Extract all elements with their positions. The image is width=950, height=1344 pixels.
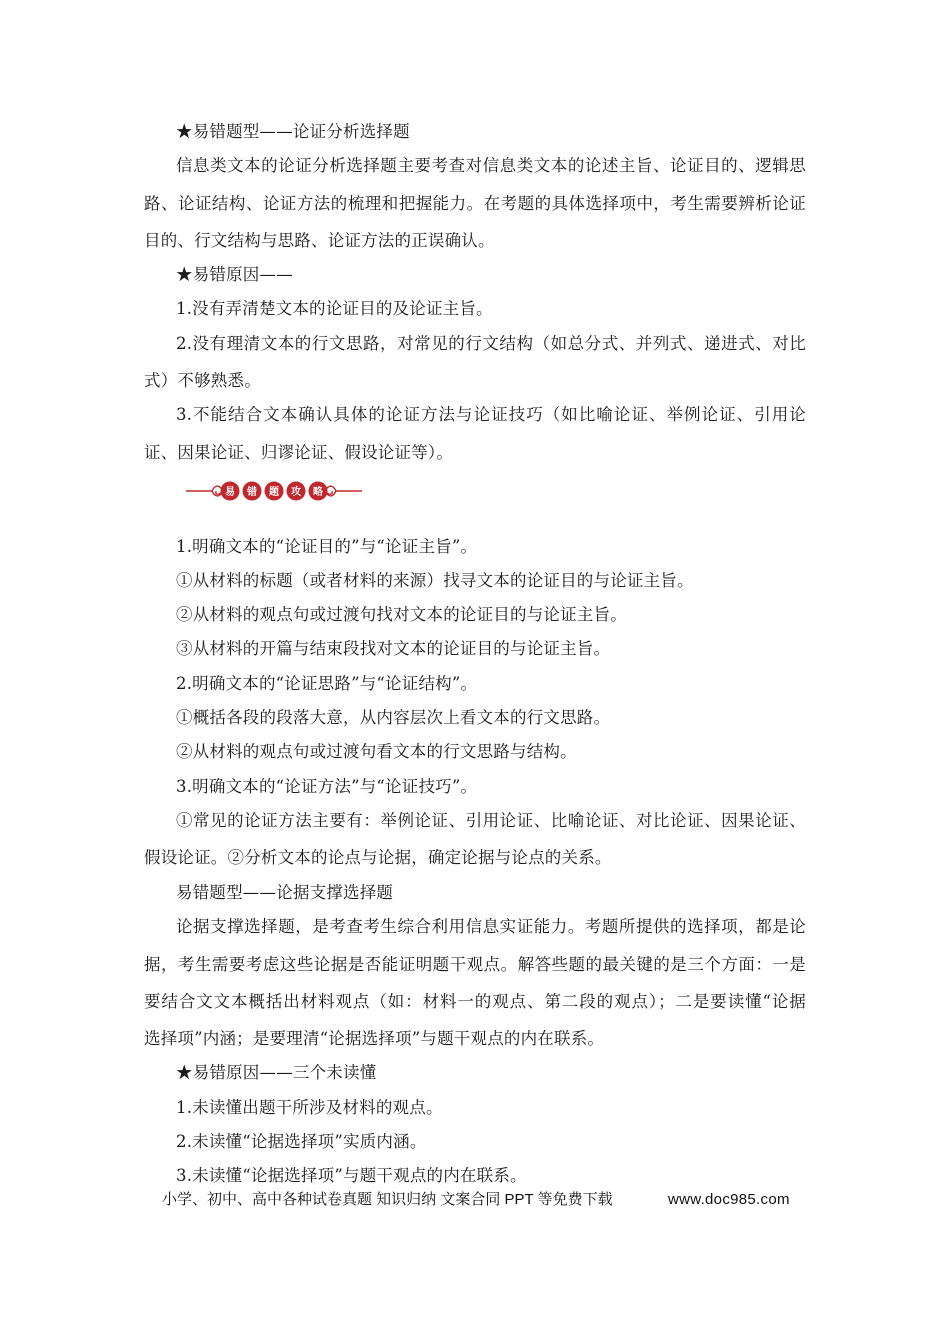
- section2-paragraph-line: 选择项”内涵；是要理清“论据选择项”与题干观点的内在联系。: [144, 1029, 605, 1048]
- strategy-item-2b: ②从材料的观点句或过渡句看文本的行文思路与结构。: [176, 742, 577, 761]
- banner-char: 错: [247, 487, 257, 498]
- banner-char: 题: [269, 487, 279, 498]
- section1-paragraph-line: 目的、行文结构与思路、论证方法的正误确认。: [144, 231, 495, 250]
- banner-char: 略: [313, 487, 323, 498]
- strategy-item-1a: ①从材料的标题（或者材料的来源）找寻文本的论证目的与论证主旨。: [176, 571, 694, 590]
- section2-reason-1: 1.未读懂出题干所涉及材料的观点。: [176, 1098, 443, 1117]
- section1-reason-heading: ★易错原因——: [176, 265, 293, 284]
- section1-reason-3: 3.不能结合文本确认具体的论证方法与论证技巧（如比喻论证、举例论证、引用论: [176, 405, 806, 424]
- section2-paragraph-line: 论据支撑选择题，是考查考生综合利用信息实证能力。考题所提供的选择项，都是论: [176, 917, 806, 936]
- strategy-banner: [184, 474, 364, 508]
- banner-char: 易: [225, 487, 235, 498]
- page-footer: [162, 1190, 802, 1210]
- section1-reason-3-cont: 证、因果论证、归谬论证、假设论证等）。: [144, 443, 454, 462]
- strategy-item-2a: ①概括各段的段落大意，从内容层次上看文本的行文思路。: [176, 708, 611, 727]
- banner-char: 攻: [291, 487, 301, 498]
- section2-reason-3: 3.未读懂“论据选择项”与题干观点的内在联系。: [176, 1166, 527, 1185]
- section1-reason-1: 1.没有弄清楚文本的论证目的及论证主旨。: [176, 299, 493, 318]
- strategy-item-3a-cont: 假设论证。②分析文本的论点与论据，确定论据与论点的关系。: [144, 848, 612, 867]
- strategy-item-2: 2.明确文本的“论证思路”与“论证结构”。: [176, 674, 478, 693]
- section1-paragraph-line: 路、论证结构、论证方法的梳理和把握能力。在考题的具体选择项中，考生需要辨析论证: [144, 194, 806, 213]
- footer-url[interactable]: www.doc985.com: [668, 1191, 790, 1208]
- section2-paragraph-line: 据，考生需要考虑这些论据是否能证明题干观点。解答些题的最关键的是三个方面：一是: [144, 955, 806, 974]
- section1-paragraph-line: 信息类文本的论证分析选择题主要考查对信息类文本的论述主旨、论证目的、逻辑思: [176, 156, 806, 175]
- footer-text: 小学、初中、高中各种试卷真题 知识归纳 文案合同 PPT 等免费下载: [162, 1191, 613, 1208]
- section2-heading: 易错题型——论据支撑选择题: [176, 883, 394, 902]
- section2-paragraph-line: 要结合文文本概括出材料观点（如：材料一的观点、第二段的观点）；二是要读懂“论据: [144, 992, 806, 1011]
- strategy-item-3: 3.明确文本的“论证方法”与“论证技巧”。: [176, 777, 478, 796]
- section1-heading: ★易错题型——论证分析选择题: [176, 122, 410, 141]
- section2-reason-2: 2.未读懂“论据选择项”实质内涵。: [176, 1132, 427, 1151]
- strategy-item-1b: ②从材料的观点句或过渡句找对文本的论证目的与论证主旨。: [176, 605, 627, 624]
- section1-reason-2-cont: 式）不够熟悉。: [144, 371, 261, 390]
- section2-reason-heading: ★易错原因——三个未读懂: [176, 1063, 377, 1082]
- strategy-item-1: 1.明确文本的“论证目的”与“论证主旨”。: [176, 537, 478, 556]
- strategy-item-3a: ①常见的论证方法主要有：举例论证、引用论证、比喻论证、对比论证、因果论证、: [176, 811, 806, 830]
- strategy-item-1c: ③从材料的开篇与结束段找对文本的论证目的与论证主旨。: [176, 639, 611, 658]
- section1-reason-2: 2.没有理清文本的行文思路，对常见的行文结构（如总分式、并列式、递进式、对比: [176, 334, 806, 353]
- banner-characters: [221, 482, 328, 501]
